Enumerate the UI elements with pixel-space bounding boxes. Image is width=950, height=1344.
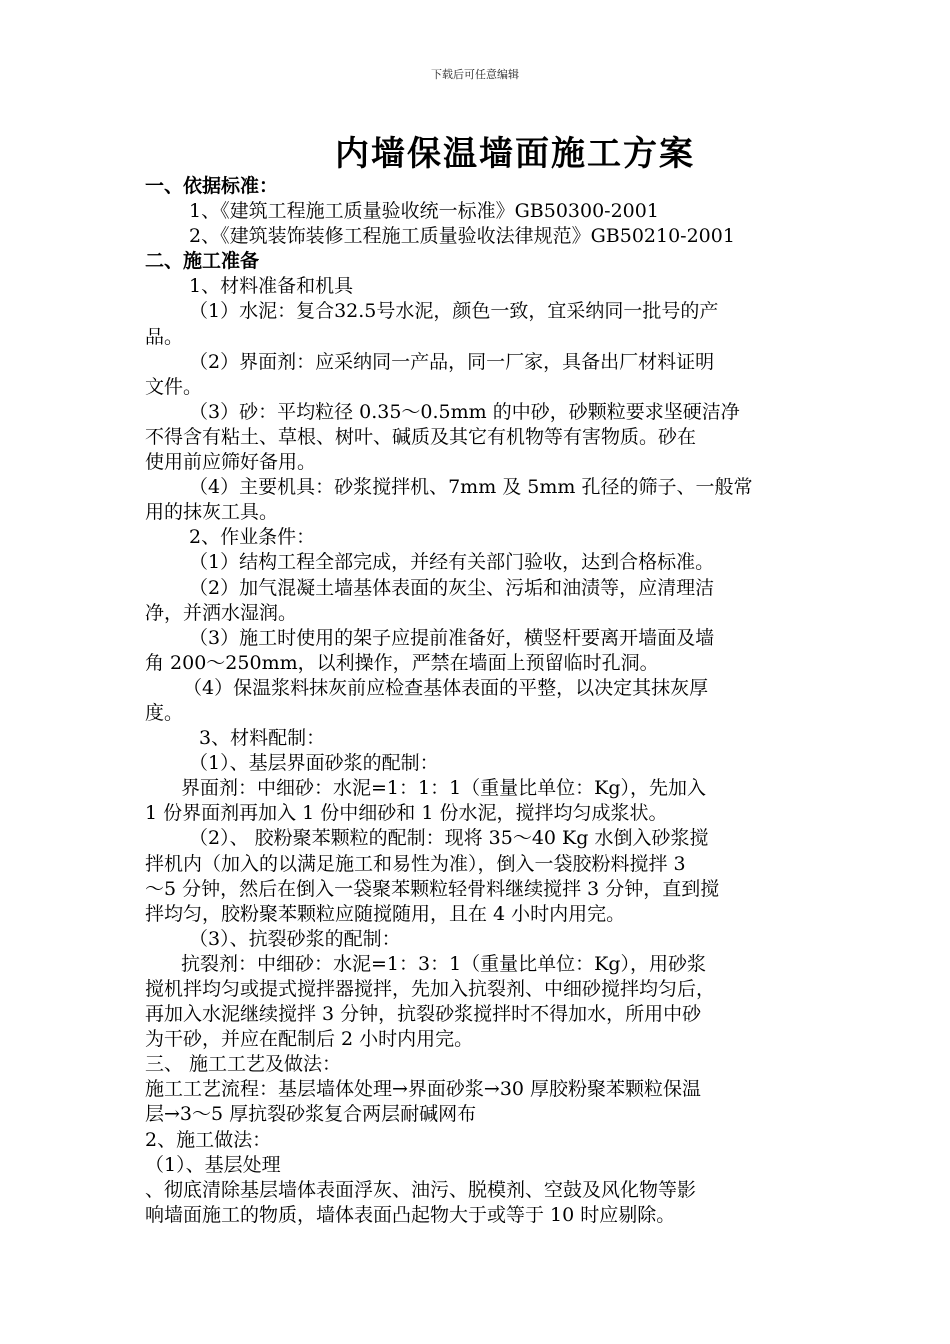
text-line: 不得含有粘土、草根、树叶、碱质及其它有机物等有害物质。砂在 xyxy=(145,425,697,448)
text-line: 层→3～5 厚抗裂砂浆复合两层耐碱网布 xyxy=(145,1103,477,1126)
text-line: （1）、基层处理 xyxy=(145,1153,281,1176)
text-line: 响墙面施工的物质，墙体表面凸起物大于或等于 10 时应剔除。 xyxy=(145,1203,676,1226)
text-line: 使用前应筛好备用。 xyxy=(145,451,317,474)
text-line: 2、作业条件： xyxy=(189,526,316,549)
text-line: 再加入水泥继续搅拌 3 分钟，抗裂砂浆搅拌时不得加水，所用中砂 xyxy=(145,1003,702,1026)
text-line: （1）水泥：复合32.5号水泥，颜色一致，宜采纳同一批号的产 xyxy=(189,300,719,323)
text-line: 2、《建筑装饰装修工程施工质量验收法律规范》GB50210-2001 xyxy=(189,225,735,248)
text-line: 度。 xyxy=(145,701,184,724)
text-line: 二、施工准备 xyxy=(145,250,260,273)
text-line: 施工工艺流程：基层墙体处理→界面砂浆→30 厚胶粉聚苯颗粒保温 xyxy=(145,1078,702,1101)
text-line: 为干砂，并应在配制后 2 小时内用完。 xyxy=(145,1028,474,1051)
text-line: 净，并洒水湿润。 xyxy=(145,601,298,624)
text-line: 三、 施工工艺及做法： xyxy=(145,1053,342,1076)
text-line: （4）主要机具：砂浆搅拌机、7mm 及 5mm 孔径的筛子、一般常 xyxy=(189,476,753,499)
text-line: 界面剂：中细砂：水泥=1：1：1（重量比单位：Kg），先加入 xyxy=(181,777,707,800)
text-line: 1、《建筑工程施工质量验收统一标准》GB50300-2001 xyxy=(189,200,659,223)
document-title: 内墙保温墙面施工方案 xyxy=(335,134,695,174)
text-line: 拌均匀，胶粉聚苯颗粒应随搅随用，且在 4 小时内用完。 xyxy=(145,902,626,925)
text-line: 拌机内（加入的以满足施工和易性为准），倒入一袋胶粉料搅拌 3 xyxy=(145,852,686,875)
text-line: （2）加气混凝土墙基体表面的灰尘、污垢和油渍等，应清理洁 xyxy=(189,576,715,599)
page-header: 下载后可任意编辑 xyxy=(431,68,519,81)
text-line: 一、依据标准： xyxy=(145,175,279,197)
text-line: （3）砂：平均粒径 0.35～0.5mm 的中砂，砂颗粒要求坚硬洁净 xyxy=(189,400,740,423)
text-line: （3）、抗裂砂浆的配制： xyxy=(189,927,401,950)
text-line: 用的抹灰工具。 xyxy=(145,501,279,524)
text-line: （1）结构工程全部完成，并经有关部门验收，达到合格标准。 xyxy=(189,551,715,574)
text-line: 3、材料配制： xyxy=(199,727,326,750)
text-line: 品。 xyxy=(145,325,184,348)
text-line: 角 200～250mm，以利操作，严禁在墙面上预留临时孔洞。 xyxy=(145,651,659,674)
text-line: 2、施工做法： xyxy=(145,1128,272,1151)
text-line: 1、材料准备和机具 xyxy=(189,275,354,298)
text-line: 、彻底清除基层墙体表面浮灰、油污、脱模剂、空鼓及风化物等影 xyxy=(145,1178,697,1201)
text-line: 1 份界面剂再加入 1 份中细砂和 1 份水泥，搅拌均匀成浆状。 xyxy=(145,802,668,825)
text-line: 抗裂剂：中细砂：水泥=1：3：1（重量比单位：Kg），用砂浆 xyxy=(181,952,707,975)
document-body xyxy=(145,174,815,1228)
text-line: （4）保温浆料抹灰前应检查基体表面的平整，以决定其抹灰厚 xyxy=(183,676,709,699)
text-line: （2）界面剂：应采纳同一产品，同一厂家，具备出厂材料证明 xyxy=(189,350,715,373)
text-line: 文件。 xyxy=(145,375,203,398)
text-line: （1）、基层界面砂浆的配制： xyxy=(189,752,439,775)
text-line: （2）、 胶粉聚苯颗粒的配制：现将 35～40 Kg 水倒入砂浆搅 xyxy=(189,827,709,850)
text-line: （3）施工时使用的架子应提前准备好，横竖杆要离开墙面及墙 xyxy=(189,626,715,649)
text-line: ～5 分钟，然后在倒入一袋聚苯颗粒轻骨料继续搅拌 3 分钟，直到搅 xyxy=(145,877,720,900)
text-line: 搅机拌均匀或提式搅拌器搅拌，先加入抗裂剂、中细砂搅拌均匀后， xyxy=(145,978,716,1000)
